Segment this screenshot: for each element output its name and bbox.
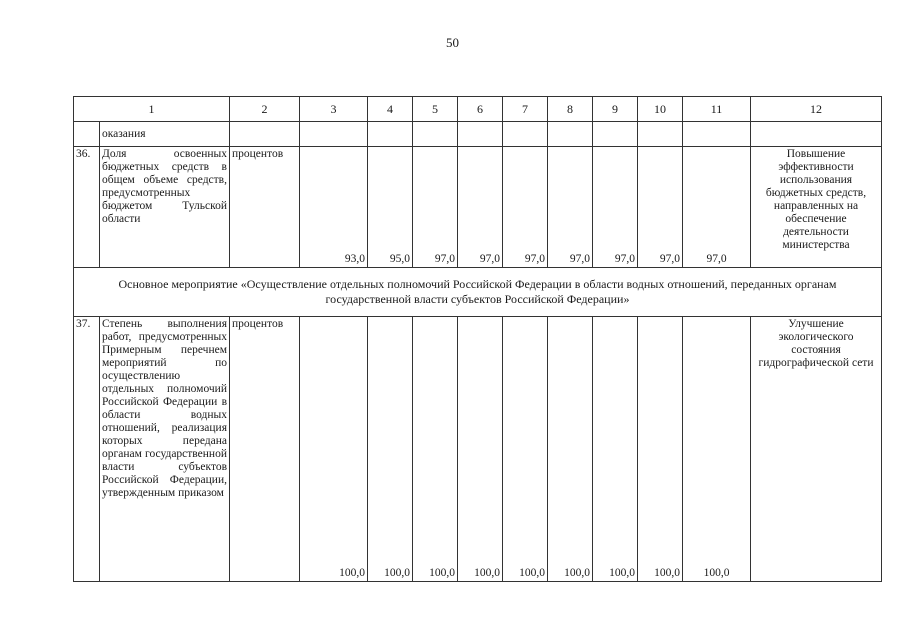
value-cell: 95,0: [368, 147, 413, 268]
value-cell: 97,0: [638, 147, 683, 268]
header-col-11: 11: [683, 97, 751, 122]
table-row-36: [74, 147, 882, 268]
value-cell: 100,0: [300, 317, 368, 582]
header-col-1: 1: [74, 97, 230, 122]
value-cell: 97,0: [503, 147, 548, 268]
value-cell: 100,0: [548, 317, 593, 582]
header-col-4: 4: [368, 97, 413, 122]
table-row-37: [74, 317, 882, 582]
section-row: [74, 268, 882, 317]
header-row: [74, 97, 882, 122]
unit-cell: процентов: [230, 317, 300, 582]
header-col-5: 5: [413, 97, 458, 122]
indicator-name: Степень выполнения работ, предусмотренных Примерным перечнем мероприятий по осуществлению отдельных полномочий Российской Федерации в области водных отношений, реализация которых передана органам государственной власти субъектов Российской Федерации, утвержденным приказом: [100, 317, 230, 582]
value-cell: 97,0: [593, 147, 638, 268]
value-cell: 97,0: [548, 147, 593, 268]
row-number: 37.: [74, 317, 100, 582]
cell-empty: [638, 122, 683, 147]
header-col-3: 3: [300, 97, 368, 122]
cell-empty: [230, 122, 300, 147]
value-cell: 97,0: [413, 147, 458, 268]
header-col-12: 12: [751, 97, 882, 122]
continuation-row: [74, 122, 882, 147]
cell-empty: [368, 122, 413, 147]
indicators-table: [73, 96, 882, 582]
value-cell: 100,0: [413, 317, 458, 582]
header-col-6: 6: [458, 97, 503, 122]
value-cell: 93,0: [300, 147, 368, 268]
section-title: Основное мероприятие «Осуществление отдельных полномочий Российской Федерации в области водных отношений, переданных органам государственной власти субъектов Российской Федерации»: [74, 268, 882, 317]
cell-empty: [74, 122, 100, 147]
unit-cell: процентов: [230, 147, 300, 268]
value-cell: 100,0: [458, 317, 503, 582]
value-cell: 97,0: [683, 147, 751, 268]
header-col-2: 2: [230, 97, 300, 122]
value-cell: 100,0: [683, 317, 751, 582]
header-col-9: 9: [593, 97, 638, 122]
value-cell: 100,0: [503, 317, 548, 582]
cell-empty: [458, 122, 503, 147]
effect-cell: Улучшение экологического состояния гидрографической сети: [751, 317, 882, 582]
cell-empty: [300, 122, 368, 147]
cell-empty: [413, 122, 458, 147]
cell-empty: [683, 122, 751, 147]
value-cell: 97,0: [458, 147, 503, 268]
value-cell: 100,0: [368, 317, 413, 582]
cell-empty: [548, 122, 593, 147]
indicator-name: Доля освоенных бюджетных средств в общем объеме средств, предусмотренных бюджетом Тульской области: [100, 147, 230, 268]
value-cell: 100,0: [638, 317, 683, 582]
page-number: 50: [446, 35, 459, 50]
header-col-7: 7: [503, 97, 548, 122]
cell-empty: [593, 122, 638, 147]
value-cell: 100,0: [593, 317, 638, 582]
effect-cell: Повышение эффективности использования бюджетных средств, направленных на обеспечение деятельности министерства: [751, 147, 882, 268]
continuation-text: оказания: [100, 122, 230, 147]
header-col-10: 10: [638, 97, 683, 122]
cell-empty: [503, 122, 548, 147]
row-number: 36.: [74, 147, 100, 268]
cell-empty: [751, 122, 882, 147]
header-col-8: 8: [548, 97, 593, 122]
